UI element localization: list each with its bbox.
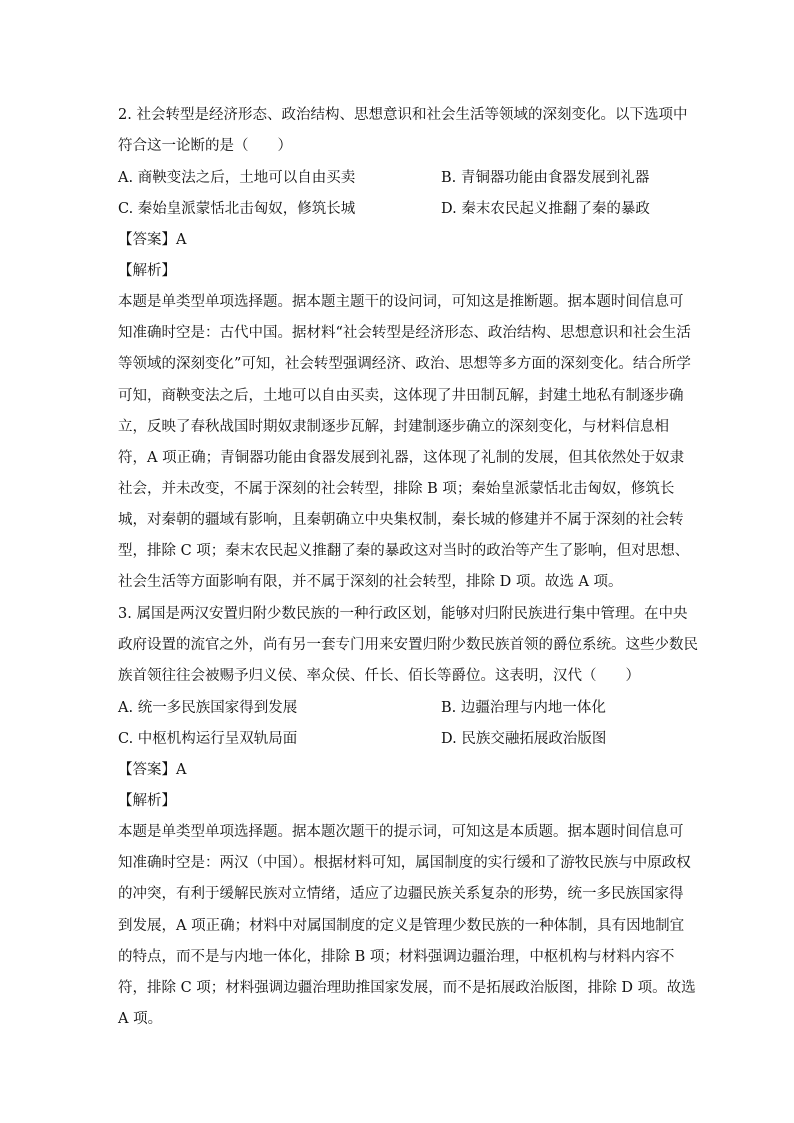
q2-analysis-line: 符，A 项正确；青铜器功能由食器发展到礼器，这体现了礼制的发展，但其依然处于奴隶 xyxy=(118,450,685,466)
q2-analysis-line: 立，反映了春秋战国时期奴隶制逐步瓦解，封建制逐步确立的深刻变化，与材料信息相 xyxy=(118,419,669,435)
q2-stem-line: 2. 社会转型是经济形态、政治结构、思想意识和社会生活等领域的深刻变化。以下选项中 xyxy=(118,107,688,123)
q3-stem-line: 3. 属国是两汉安置归附少数民族的一种行政区划，能够对归附民族进行集中管理。在中央 xyxy=(118,606,688,622)
q2-analysis-label: 【解析】 xyxy=(118,263,176,279)
q2-analysis-line: 知准确时空是：古代中国。据材料“社会转型是经济形态、政治结构、思想意识和社会生活 xyxy=(118,325,691,341)
q2-analysis-line: 本题是单类型单项选择题。据本题主题干的设问词，可知这是推断题。据本题时间信息可 xyxy=(118,294,684,310)
q2-analysis-line: 型，排除 C 项；秦末农民起义推翻了秦的暴政这对当时的政治等产生了影响，但对思想、 xyxy=(118,543,690,559)
q2-analysis-line: 社会生活等方面影响有限，并不属于深刻的社会转型，排除 D 项。故选 A 项。 xyxy=(118,574,623,590)
q3-stem-line: 政府设置的流官之外，尚有另一套专门用来安置归附少数民族首领的爵位系统。这些少数民 xyxy=(118,637,698,653)
q2-analysis-line: 等领域的深刻变化”可知，社会转型强调经济、政治、思想等多方面的深刻变化。结合所学 xyxy=(118,356,691,372)
q3-analysis-line: 的冲突，有利于缓解民族对立情绪，适应了边疆民族关系复杂的形势，统一多民族国家得 xyxy=(118,886,684,902)
q2-stem-line: 符合这一论断的是（ ） xyxy=(118,138,292,154)
q3-option-c: C. 中枢机构运行呈双轨局面 xyxy=(118,731,298,747)
q3-analysis-line: 到发展，A 项正确；材料中对属国制度的定义是管理少数民族的一种体制，具有因地制宜 xyxy=(118,918,685,934)
q2-analysis-line: 城，对秦朝的疆域有影响，且秦朝确立中央集权制，秦长城的修建并不属于深刻的社会转 xyxy=(118,512,684,528)
q3-option-d: D. 民族交融拓展政治版图 xyxy=(441,731,607,747)
q3-analysis-line: 本题是单类型单项选择题。据本题次题干的提示词，可知这是本质题。据本题时间信息可 xyxy=(118,824,684,840)
q2-option-c: C. 秦始皇派蒙恬北击匈奴，修筑长城 xyxy=(118,201,356,217)
q2-option-a: A. 商鞅变法之后，土地可以自由买卖 xyxy=(118,170,356,186)
q2-answer: 【答案】A xyxy=(118,232,187,248)
q3-option-b: B. 边疆治理与内地一体化 xyxy=(441,700,606,716)
q3-analysis-line: 知准确时空是：两汉（中国）。根据材料可知，属国制度的实行缓和了游牧民族与中原政权 xyxy=(118,855,691,871)
q3-analysis-line: 的特点，而不是与内地一体化，排除 B 项；材料强调边疆治理，中枢机构与材料内容不 xyxy=(118,949,675,965)
q2-analysis-line: 社会，并未改变，不属于深刻的社会转型，排除 B 项；秦始皇派蒙恬北击匈奴，修筑长 xyxy=(118,481,675,497)
q2-option-b: B. 青铜器功能由食器发展到礼器 xyxy=(441,170,650,186)
q3-analysis-line: 符，排除 C 项；材料强调边疆治理助推国家发展，而不是拓展政治版图，排除 D 项。故选 xyxy=(118,980,696,996)
q3-answer: 【答案】A xyxy=(118,762,187,778)
q3-analysis-line: A 项。 xyxy=(118,1011,163,1027)
q3-stem-line: 族首领往往会被赐予归义侯、率众侯、仟长、佰长等爵位。这表明，汉代（ ） xyxy=(118,668,640,684)
q3-option-a: A. 统一多民族国家得到发展 xyxy=(118,700,298,716)
q2-analysis-line: 可知，商鞅变法之后，土地可以自由买卖，这体现了井田制瓦解，封建土地私有制逐步确 xyxy=(118,388,684,404)
q2-option-d: D. 秦末农民起义推翻了秦的暴政 xyxy=(441,201,650,217)
q3-analysis-label: 【解析】 xyxy=(118,793,176,809)
